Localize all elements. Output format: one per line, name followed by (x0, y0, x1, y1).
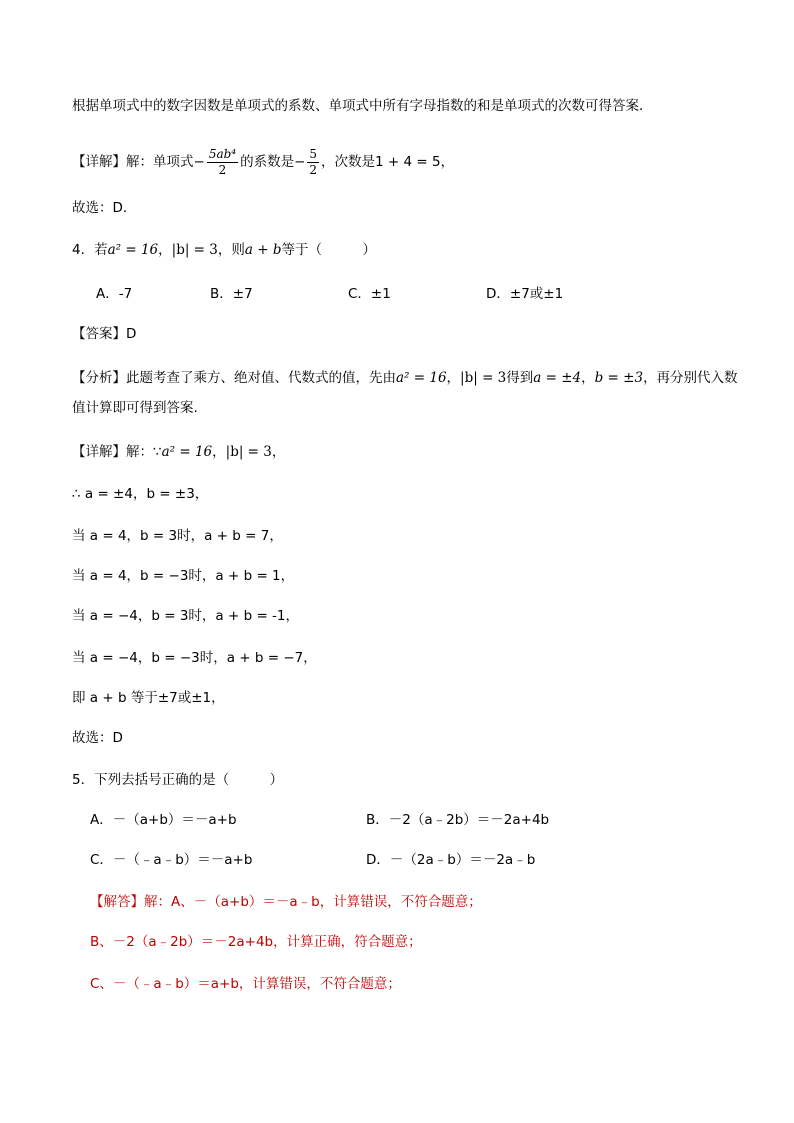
q4-option-b: B．±7 (210, 286, 253, 302)
q4-detail (72, 442, 285, 462)
q4-sep: ， (158, 242, 172, 258)
detail-mid: 的系数是 (240, 154, 295, 170)
q4-cond2: |b| = 3 (171, 242, 218, 258)
q4-tail: 等于（ ） (281, 242, 376, 258)
fraction-denominator-2: 2 (309, 162, 318, 177)
q5-solution-2: B、－2（a﹣2b）＝－2a+4b，计算正确，符合题意； (90, 934, 422, 950)
q4-stem (72, 240, 376, 260)
q4-detail-end: ， (271, 444, 286, 460)
q4-conclusion: 故选：D (72, 730, 123, 746)
q4-step-2: 当 a = 4，b = 3时，a + b = 7， (72, 528, 283, 544)
q4-detail-cond2: |b| = 3 (225, 444, 272, 460)
q4-cond1: a² = 16 (107, 242, 159, 258)
q5-option-b: B．－2（a﹣2b）＝－2a+4b (366, 812, 550, 828)
q4-expr: a + b (244, 242, 282, 258)
q4-step-3: 当 a = 4，b = −3时，a + b = 1， (72, 568, 295, 584)
q4-detail-sep: ， (212, 444, 226, 460)
q3-detail (72, 142, 454, 182)
analysis-result-a: a = ±4 (533, 370, 582, 386)
q4-analysis (72, 368, 738, 388)
analysis-text-3: ，再分别代入数 (643, 370, 738, 386)
q4-option-a: A．-7 (96, 286, 133, 302)
analysis-text-2: 得到 (506, 370, 534, 386)
fraction-numerator: 5ab⁴ (208, 146, 237, 161)
minus-sign: − (193, 154, 205, 170)
q4-step-4: 当 a = −4，b = 3时，a + b = -1， (72, 608, 300, 624)
q5-option-c: C．－（﹣a﹣b）＝－a+b (90, 852, 253, 868)
q4-mid: ，则 (217, 242, 245, 258)
minus-sign-2: − (294, 154, 306, 170)
analysis-sep-2: ， (581, 370, 595, 386)
q5-solution-1: 【解答】解：A、－（a+b）＝－a﹣b，计算错误，不符合题意； (90, 894, 482, 910)
analysis-cond2: |b| = 3 (460, 370, 507, 386)
q5-stem: 5．下列去括号正确的是（ ） (72, 772, 284, 788)
q4-option-c: C．±1 (348, 286, 391, 302)
q4-step-6: 即 a + b 等于±7或±1， (72, 690, 225, 706)
q4-analysis-line2: 值计算即可得到答案. (72, 400, 198, 416)
analysis-tag: 【分析】 (72, 370, 126, 386)
q5-option-d: D．－（2a﹣b）＝－2a﹣b (366, 852, 536, 868)
q4-detail-cond1: a² = 16 (161, 444, 213, 460)
analysis-cond1: a² = 16 (396, 370, 447, 386)
q4-answer: 【答案】D (72, 326, 137, 342)
analysis-result-b: b = ±3 (594, 370, 644, 386)
q5-option-a: A．－（a+b）＝－a+b (90, 812, 237, 828)
q4-option-d: D．±7或±1 (486, 286, 564, 302)
q4-detail-tag: 【详解】 (72, 444, 126, 460)
analysis-text-1: 此题考查了乘方、绝对值、代数式的值，先由 (126, 370, 396, 386)
coefficient-fraction (307, 147, 319, 178)
fraction-numerator-2: 5 (309, 146, 318, 161)
monomial-fraction (207, 147, 238, 178)
fraction-denominator: 2 (218, 162, 227, 177)
detail-tag: 【详解】 (72, 154, 126, 170)
q4-prefix: 4．若 (72, 242, 108, 258)
detail-tail: ，次数是1 + 4 = 5， (321, 154, 455, 170)
intro-text: 根据单项式中的数字因数是单项式的系数、单项式中所有字母指数的和是单项式的次数可得答案． (72, 98, 653, 114)
analysis-sep: ， (446, 370, 461, 386)
q4-step-5: 当 a = −4，b = −3时，a + b = −7， (72, 650, 317, 666)
q4-step-1: ∴ a = ±4，b = ±3， (72, 486, 209, 502)
q5-solution-3: C、－（﹣a﹣b）＝a+b，计算错误，不符合题意； (90, 976, 401, 992)
q4-detail-text: 解：∵ (126, 444, 162, 460)
detail-solve: 解：单项式 (126, 154, 194, 170)
q3-answer: 故选：D． (72, 200, 137, 216)
